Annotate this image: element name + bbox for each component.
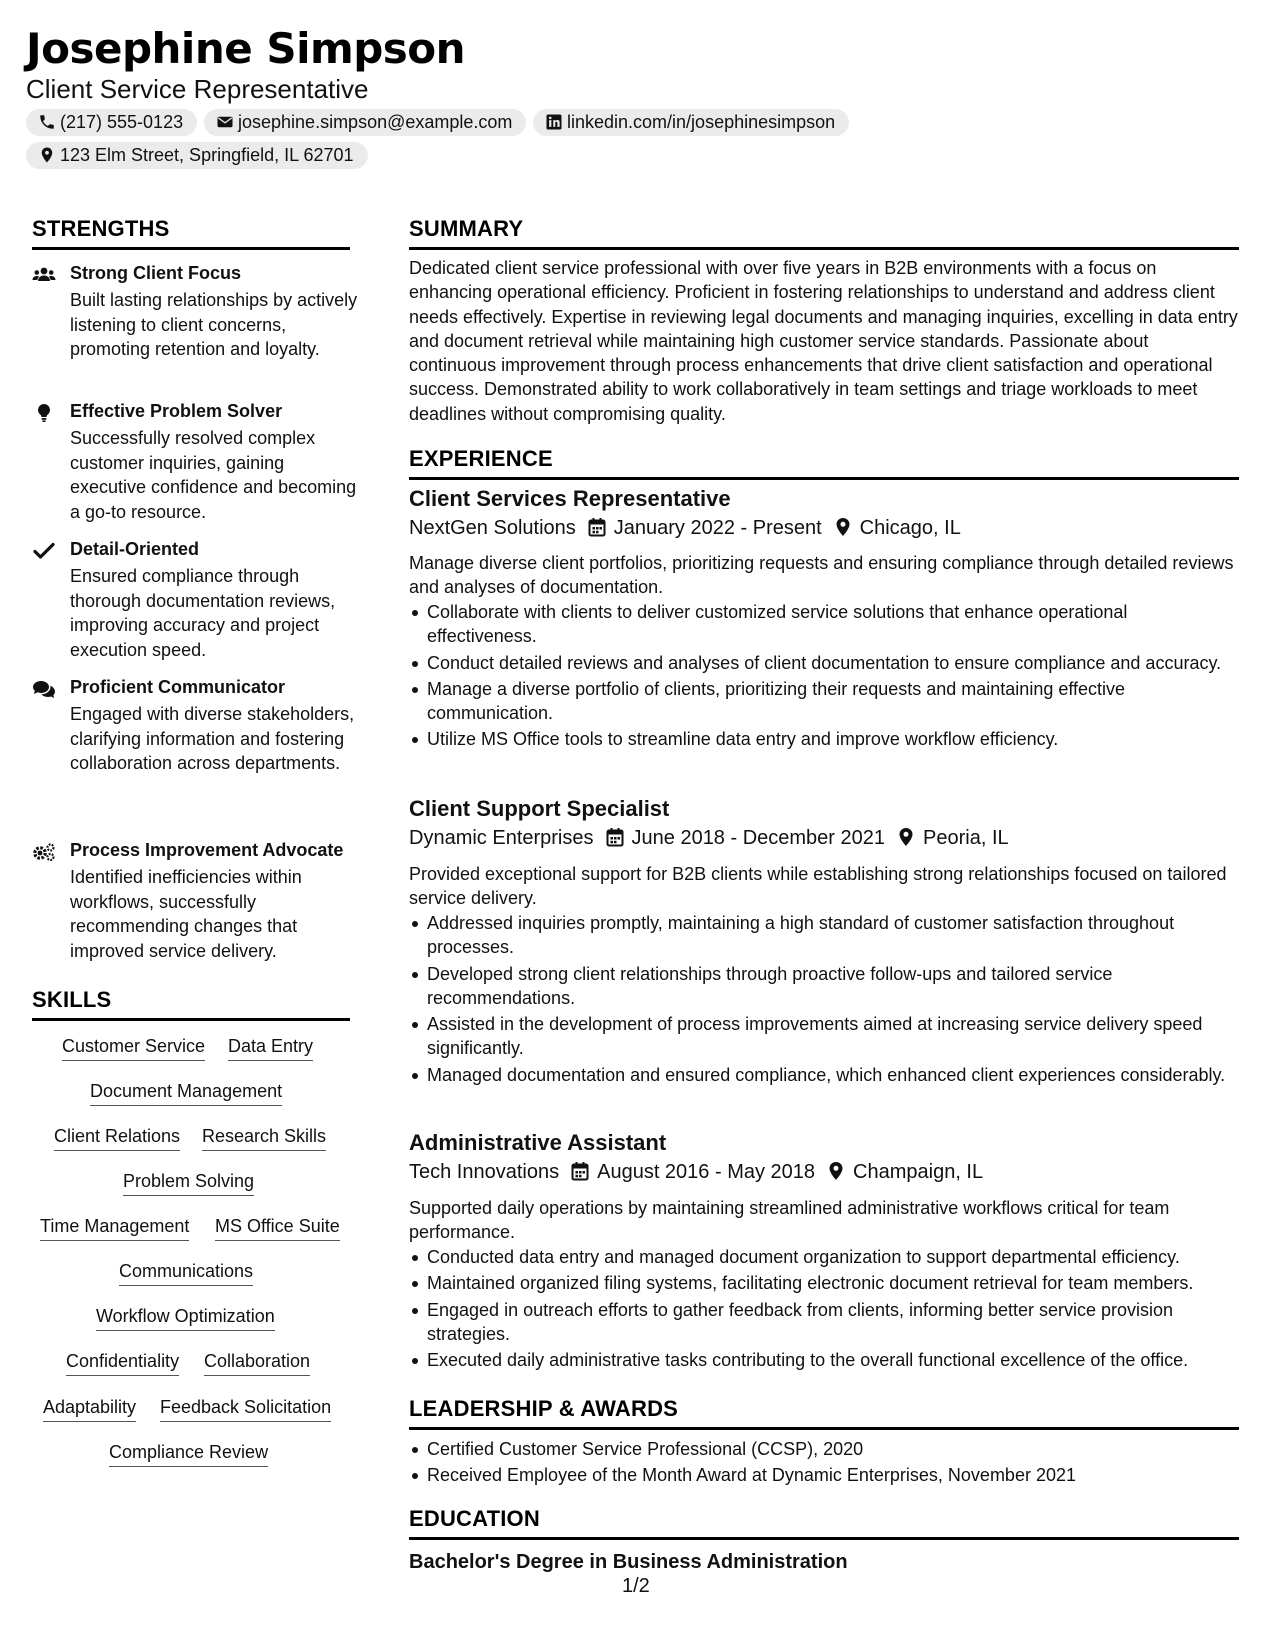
gears-icon: [32, 842, 56, 862]
page-number: 1/2: [622, 1575, 650, 1597]
skill-tag: Time Management: [40, 1216, 189, 1241]
strengths-rule: [32, 247, 350, 250]
skills-rule: [32, 1018, 350, 1021]
phone-text: (217) 555-0123: [60, 112, 184, 132]
job-dates: June 2018 - December 2021: [631, 827, 886, 849]
list-item: Conduct detailed reviews and analyses of client documentation to ensure compliance and accuracy.: [409, 651, 1239, 675]
job-title: Client Support Specialist: [409, 796, 670, 821]
list-item: Executed daily administrative tasks contributing to the overall functional excellence of the office.: [409, 1348, 1239, 1372]
leadership-heading: LEADERSHIP & AWARDS: [409, 1396, 679, 1421]
strength-title: Detail-Oriented: [70, 539, 200, 559]
job-meta: [409, 517, 961, 540]
skill-tag: Workflow Optimization: [96, 1306, 275, 1331]
linkedin-chip[interactable]: [533, 109, 849, 136]
strength-desc: Ensured compliance through thorough documentation reviews, improving accuracy and project execution speed.: [70, 566, 336, 660]
candidate-role: Client Service Representative: [26, 74, 369, 104]
education-degree: Bachelor's Degree in Business Administration: [409, 1551, 848, 1573]
linkedin-icon: [545, 113, 563, 131]
skill-tag: Problem Solving: [123, 1171, 254, 1196]
strength-title: Strong Client Focus: [70, 263, 241, 283]
calendar-icon: [571, 1161, 589, 1181]
job-location: Champaign, IL: [853, 1161, 984, 1183]
job-description: Manage diverse client portfolios, prioritizing requests and ensuring compliance through detailed reviews and analyses of documentation.: [409, 553, 1234, 598]
strength-title: Process Improvement Advocate: [70, 840, 344, 860]
job-location: Peoria, IL: [923, 827, 1009, 849]
list-item: Certified Customer Service Professional (CCSP), 2020: [409, 1437, 1239, 1461]
envelope-icon: [216, 113, 234, 131]
check-icon: [32, 541, 56, 561]
skill-tag: MS Office Suite: [215, 1216, 340, 1241]
list-item: Collaborate with clients to deliver customized service solutions that enhance operational effectiveness.: [409, 600, 1239, 649]
candidate-name: Josephine Simpson: [26, 24, 466, 73]
map-pin-icon: [38, 146, 56, 164]
strength-title: Effective Problem Solver: [70, 401, 283, 421]
list-item: Utilize MS Office tools to streamline data entry and improve workflow efficiency.: [409, 727, 1239, 751]
experience-rule: [409, 477, 1239, 480]
skill-tag: Feedback Solicitation: [160, 1397, 331, 1422]
skill-tag: Confidentiality: [66, 1351, 179, 1376]
map-pin-icon: [897, 827, 915, 847]
leadership-list: [409, 1437, 1239, 1490]
lightbulb-icon: [32, 403, 56, 423]
address-text: 123 Elm Street, Springfield, IL 62701: [60, 145, 354, 165]
strength-desc: Successfully resolved complex customer inquiries, gaining executive confidence and becoming a go-to resource.: [70, 428, 357, 522]
job-bullets: [409, 911, 1239, 1089]
skill-tag: Collaboration: [204, 1351, 310, 1376]
strength-desc: Engaged with diverse stakeholders, clarifying information and fostering collaboration across departments.: [70, 704, 355, 773]
job-dates: January 2022 - Present: [613, 517, 822, 539]
job-meta: [409, 1161, 983, 1184]
job-description: Supported daily operations by maintaining streamlined administrative workflows critical for team performance.: [409, 1198, 1170, 1243]
list-item: Maintained organized filing systems, facilitating electronic document retrieval for team members.: [409, 1271, 1239, 1295]
calendar-icon: [588, 517, 606, 537]
map-pin-icon: [827, 1161, 845, 1181]
users-icon: [32, 265, 56, 285]
skill-tag: Adaptability: [43, 1397, 136, 1422]
summary-heading: SUMMARY: [409, 216, 524, 241]
job-dates: August 2016 - May 2018: [597, 1161, 816, 1183]
map-pin-icon: [834, 517, 852, 537]
list-item: Addressed inquiries promptly, maintaining a high standard of customer satisfaction throughout processes.: [409, 911, 1239, 960]
job-title: Administrative Assistant: [409, 1130, 667, 1155]
summary-rule: [409, 247, 1239, 250]
skill-tag: Data Entry: [228, 1036, 313, 1061]
job-description: Provided exceptional support for B2B clients while establishing strong relationships focused on tailored service delivery.: [409, 864, 1227, 909]
strength-title: Proficient Communicator: [70, 677, 286, 697]
skill-tag: Research Skills: [202, 1126, 326, 1151]
list-item: Assisted in the development of process improvements aimed at increasing service delivery speed significantly.: [409, 1012, 1239, 1061]
strength-desc: Built lasting relationships by actively listening to client concerns, promoting retention and loyalty.: [70, 290, 358, 359]
leadership-rule: [409, 1427, 1239, 1430]
list-item: Engaged in outreach efforts to gather feedback from clients, informing better service provision strategies.: [409, 1298, 1239, 1347]
list-item: Conducted data entry and managed document organization to support departmental efficiency.: [409, 1245, 1239, 1269]
phone-chip: [26, 109, 197, 136]
skills-heading: SKILLS: [32, 987, 112, 1012]
strengths-heading: STRENGTHS: [32, 216, 170, 241]
education-rule: [409, 1537, 1239, 1540]
comments-icon: [32, 679, 56, 699]
skill-tag: Communications: [119, 1261, 253, 1286]
email-chip[interactable]: [204, 109, 526, 136]
job-bullets: [409, 1245, 1239, 1374]
job-company: Dynamic Enterprises: [409, 827, 594, 849]
list-item: Received Employee of the Month Award at Dynamic Enterprises, November 2021: [409, 1463, 1239, 1487]
skill-tag: Document Management: [90, 1081, 282, 1106]
skill-tag: Customer Service: [62, 1036, 205, 1061]
skill-tag: Compliance Review: [109, 1442, 268, 1467]
education-heading: EDUCATION: [409, 1506, 540, 1531]
list-item: Managed documentation and ensured compliance, which enhanced client experiences considerably.: [409, 1063, 1239, 1087]
job-company: NextGen Solutions: [409, 517, 576, 539]
linkedin-text: linkedin.com/in/josephinesimpson: [567, 112, 836, 132]
list-item: Manage a diverse portfolio of clients, prioritizing their requests and maintaining effective communication.: [409, 677, 1239, 726]
skill-tag: Client Relations: [54, 1126, 180, 1151]
strength-desc: Identified inefficiencies within workflows, successfully recommending changes that improved service delivery.: [70, 867, 302, 961]
job-company: Tech Innovations: [409, 1161, 560, 1183]
job-bullets: [409, 600, 1239, 754]
summary-text: Dedicated client service professional with over five years in B2B environments with a focus on enhancing operational efficiency. Proficient in fostering relationships to understand and address client needs effectively. Expertise in reviewing legal documents and managing inquiries, excelling in data entry and document retrieval while maintaining high customer service standards. Passionate about continuous improvement through process enhancements that drive client satisfaction and operational success. Demonstrated ability to work collaboratively in team settings and triage workloads to meet deadlines without compromising quality.: [409, 258, 1238, 424]
phone-icon: [38, 113, 56, 131]
job-meta: [409, 827, 1009, 850]
list-item: Developed strong client relationships through proactive follow-ups and tailored service recommendations.: [409, 962, 1239, 1011]
email-text: josephine.simpson@example.com: [238, 112, 513, 132]
experience-heading: EXPERIENCE: [409, 446, 553, 471]
address-chip: [26, 142, 368, 169]
calendar-icon: [606, 827, 624, 847]
job-location: Chicago, IL: [859, 517, 961, 539]
job-title: Client Services Representative: [409, 486, 731, 511]
